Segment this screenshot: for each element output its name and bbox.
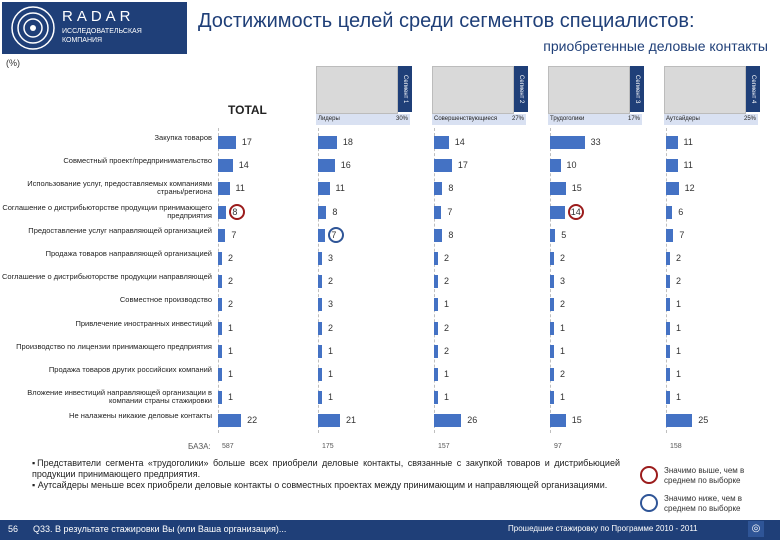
segment-name-strip — [664, 114, 758, 125]
bar — [550, 229, 555, 242]
bar — [666, 414, 692, 427]
base-label: БАЗА: — [188, 442, 211, 451]
data-label: 1 — [228, 345, 234, 356]
base-value: 175 — [322, 443, 334, 450]
data-label: 8 — [232, 206, 238, 217]
data-label: 10 — [566, 160, 577, 171]
bar — [218, 298, 222, 311]
segment-name: Аутсайдеры — [666, 116, 700, 122]
bar — [218, 136, 236, 149]
bar — [434, 391, 438, 404]
base-value: 97 — [554, 443, 562, 450]
data-label: 14 — [238, 160, 249, 171]
data-label: 1 — [444, 369, 450, 379]
bar — [550, 252, 554, 265]
data-label: 33 — [590, 137, 601, 147]
bar — [434, 345, 438, 358]
bar — [550, 298, 554, 311]
data-label: 1 — [228, 369, 234, 379]
segment-name-strip — [316, 114, 410, 125]
segment-name-strip — [548, 114, 642, 125]
bar — [666, 252, 670, 265]
unit-label: (%) — [6, 58, 20, 68]
category-label: Совместное производство — [119, 295, 212, 305]
category-label: Закупка товаров — [154, 133, 212, 142]
logo-small-icon: ◎ — [748, 521, 764, 537]
data-label: 2 — [328, 276, 334, 287]
bar — [550, 182, 566, 195]
bar — [666, 322, 670, 335]
bar — [434, 206, 441, 219]
bar — [218, 275, 222, 288]
bar — [550, 368, 554, 381]
bar — [318, 229, 325, 242]
data-label: 3 — [560, 276, 566, 287]
bar — [666, 368, 670, 381]
category-label: Использование услуг, предоставляемых компаниями страны/региона — [27, 179, 212, 197]
segment-name: Совершенствующиеся — [434, 116, 498, 122]
data-label: 18 — [342, 137, 353, 147]
bar — [218, 229, 225, 242]
bar — [218, 159, 233, 172]
data-label: 1 — [676, 345, 682, 356]
footer-program: Прошедшие стажировку по Программе 2010 - 2011 — [508, 524, 698, 533]
data-label: 16 — [340, 160, 351, 171]
data-label: 11 — [235, 183, 245, 194]
data-label: 2 — [444, 345, 450, 356]
data-label: 1 — [676, 369, 682, 379]
data-label: 1 — [676, 299, 682, 310]
bar — [218, 414, 241, 427]
bar — [218, 206, 226, 219]
category-label: Продажа товаров направляющей организацией — [45, 249, 212, 258]
bar — [434, 368, 438, 381]
bar — [218, 368, 222, 381]
data-label: 6 — [678, 206, 684, 217]
bar — [318, 136, 337, 149]
data-label: 15 — [571, 183, 582, 194]
data-label: 15 — [571, 415, 582, 426]
data-label: 1 — [228, 392, 234, 403]
data-label: 8 — [448, 183, 454, 194]
bar — [550, 345, 554, 358]
category-label: Производство по лицензии принимающего предприятия — [16, 341, 212, 351]
segment-name: Трудоголики — [550, 116, 585, 122]
total-label: TOTAL — [228, 103, 267, 117]
data-label: 2 — [228, 299, 234, 310]
category-label: Не налажены никакие деловые контакты — [69, 411, 212, 421]
logo-subtitle — [62, 27, 142, 45]
bar — [434, 136, 449, 149]
segment-share: 17% — [627, 116, 640, 122]
bar — [318, 345, 322, 358]
bar — [318, 414, 340, 427]
bar — [434, 159, 452, 172]
bar — [218, 322, 222, 335]
data-label: 3 — [328, 299, 334, 310]
data-label: 7 — [331, 229, 337, 240]
bar — [550, 391, 554, 404]
segment-photo — [664, 66, 746, 114]
page-number: 56 — [8, 524, 19, 534]
segment-photo — [548, 66, 630, 114]
bar — [666, 206, 672, 219]
base-value: 157 — [438, 443, 450, 450]
logo-sub-line-1: ИССЛЕДОВАТЕЛЬСКАЯ — [62, 28, 142, 35]
data-label: 8 — [332, 206, 338, 217]
note-2-text: Аутсайдеры меньше всех приобрели деловые контакты о совместных проектах между принимающим и направляющей организациями. — [37, 480, 608, 490]
data-label: 21 — [346, 415, 357, 426]
note-1-text: Представители сегмента «трудоголики» больше всех приобрели деловые контакты, связанные с закупкой товаров и дистрибьюцией продукции принимающего предприятия. — [32, 458, 620, 479]
bar — [666, 345, 670, 358]
segment-photo — [316, 66, 398, 114]
bar — [318, 182, 330, 195]
segment-share: 25% — [743, 116, 756, 122]
bar — [434, 182, 442, 195]
data-label: 22 — [247, 415, 258, 426]
data-label: 1 — [444, 299, 450, 310]
page-subtitle: приобретенные деловые контакты — [543, 38, 768, 54]
bar — [550, 206, 565, 219]
data-label: 2 — [676, 276, 682, 287]
data-label: 2 — [560, 369, 566, 379]
radar-logo — [2, 2, 187, 54]
bar — [318, 391, 322, 404]
bar — [550, 159, 561, 172]
segment-share: 27% — [511, 116, 524, 122]
data-label: 1 — [328, 345, 334, 356]
data-label: 1 — [328, 392, 334, 403]
data-label: 2 — [676, 253, 682, 263]
data-label: 2 — [444, 253, 450, 263]
data-label: 17 — [241, 137, 252, 147]
significant-below-marker — [328, 227, 344, 243]
data-label: 2 — [560, 253, 566, 263]
logo-sub-line-2: КОМПАНИЯ — [62, 37, 103, 44]
note-1: ▪Представители сегмента «трудоголики» больше всех приобрели деловые контакты, связанные с закупкой товаров и дистрибьюцией продукции принимающего предприятия. — [32, 458, 620, 479]
segment-tab: Сегмент 3 — [630, 66, 644, 112]
legend-above-text: Значимо выше, чем в среднем по выборке — [664, 466, 745, 485]
data-label: 11 — [683, 160, 693, 171]
data-label: 8 — [448, 229, 454, 240]
data-label: 11 — [683, 137, 693, 147]
bar — [550, 136, 585, 149]
page-title: Достижимость целей среди сегментов специалистов: — [198, 10, 695, 32]
bar — [218, 345, 222, 358]
bar — [434, 322, 438, 335]
data-label: 2 — [444, 322, 450, 333]
bar — [434, 229, 442, 242]
data-label: 7 — [447, 206, 453, 217]
significant-above-marker — [568, 204, 584, 220]
logo-word: RADAR — [62, 8, 135, 25]
significant-above-marker — [229, 204, 245, 220]
segment-share: 30% — [395, 116, 408, 122]
data-label: 2 — [228, 276, 234, 287]
radar-rings-icon — [6, 2, 60, 54]
data-label: 25 — [698, 415, 709, 426]
data-label: 17 — [457, 160, 468, 171]
bar — [218, 391, 222, 404]
bar — [218, 252, 222, 265]
data-label: 11 — [335, 183, 345, 194]
data-label: 1 — [228, 322, 234, 333]
footer-question: Q33. В результате стажировки Вы (или Ваша организация)... — [33, 524, 287, 534]
bar — [318, 252, 322, 265]
data-label: 14 — [570, 206, 581, 217]
category-label: Совместный проект/предпринимательство — [63, 156, 212, 166]
data-label: 7 — [231, 229, 237, 240]
data-label: 5 — [561, 229, 567, 240]
segment-tab: Сегмент 2 — [514, 66, 528, 112]
bar — [666, 229, 673, 242]
legend-above-circle-icon — [640, 466, 658, 484]
data-label: 12 — [684, 183, 695, 194]
bar — [318, 206, 326, 219]
data-label: 1 — [676, 392, 682, 403]
data-label: 26 — [467, 415, 478, 426]
data-label: 14 — [454, 137, 465, 147]
segment-photo — [432, 66, 514, 114]
base-value: 158 — [670, 443, 682, 450]
bar — [218, 182, 230, 195]
segment-tab: Сегмент 1 — [398, 66, 412, 112]
data-label: 1 — [560, 322, 566, 333]
bar — [318, 298, 322, 311]
bar — [550, 275, 554, 288]
bar — [666, 159, 678, 172]
data-label: 2 — [444, 276, 450, 287]
bar — [550, 414, 566, 427]
bar — [318, 275, 322, 288]
bar — [666, 182, 679, 195]
data-label: 1 — [328, 369, 334, 379]
bar — [666, 136, 678, 149]
data-label: 2 — [228, 253, 234, 263]
category-label: Предоставление услуг направляющей организацией — [28, 225, 212, 235]
legend-below-text: Значимо ниже, чем в среднем по выборке — [664, 494, 743, 513]
data-label: 7 — [679, 229, 685, 240]
category-label: Продажа товаров других российских компаний — [48, 365, 212, 374]
category-label: Вложение инвестиций направляющей организации в компании страны стажировки — [27, 388, 212, 406]
segment-name: Лидеры — [318, 116, 340, 122]
legend-below-circle-icon — [640, 494, 658, 512]
category-label: Соглашение о дистрибьюторстве продукции направляющей — [2, 272, 212, 282]
bar — [666, 275, 670, 288]
data-label: 1 — [560, 392, 566, 403]
notes — [32, 458, 620, 491]
bar — [550, 322, 554, 335]
segment-name-strip — [432, 114, 526, 125]
data-label: 3 — [328, 253, 334, 263]
segment-tab: Сегмент 4 — [746, 66, 760, 112]
data-label: 1 — [676, 322, 682, 333]
bar — [318, 368, 322, 381]
bar — [318, 159, 335, 172]
bar — [318, 322, 322, 335]
base-value: 587 — [222, 443, 234, 450]
bar — [434, 298, 438, 311]
data-label: 2 — [560, 299, 566, 310]
data-label: 1 — [560, 345, 566, 356]
category-label: Соглашение о дистрибьюторстве продукции принимающего предприятия — [2, 202, 212, 220]
note-2: ▪ Аутсайдеры меньше всех приобрели деловые контакты о совместных проектах между принимающим и направляющей организациями. — [32, 480, 608, 490]
data-label: 2 — [328, 322, 334, 333]
category-label: Привлечение иностранных инвестиций — [75, 318, 212, 328]
data-label: 1 — [444, 392, 450, 403]
bar — [434, 252, 438, 265]
bar — [666, 298, 670, 311]
bar — [666, 391, 670, 404]
bar — [434, 414, 461, 427]
bar — [434, 275, 438, 288]
